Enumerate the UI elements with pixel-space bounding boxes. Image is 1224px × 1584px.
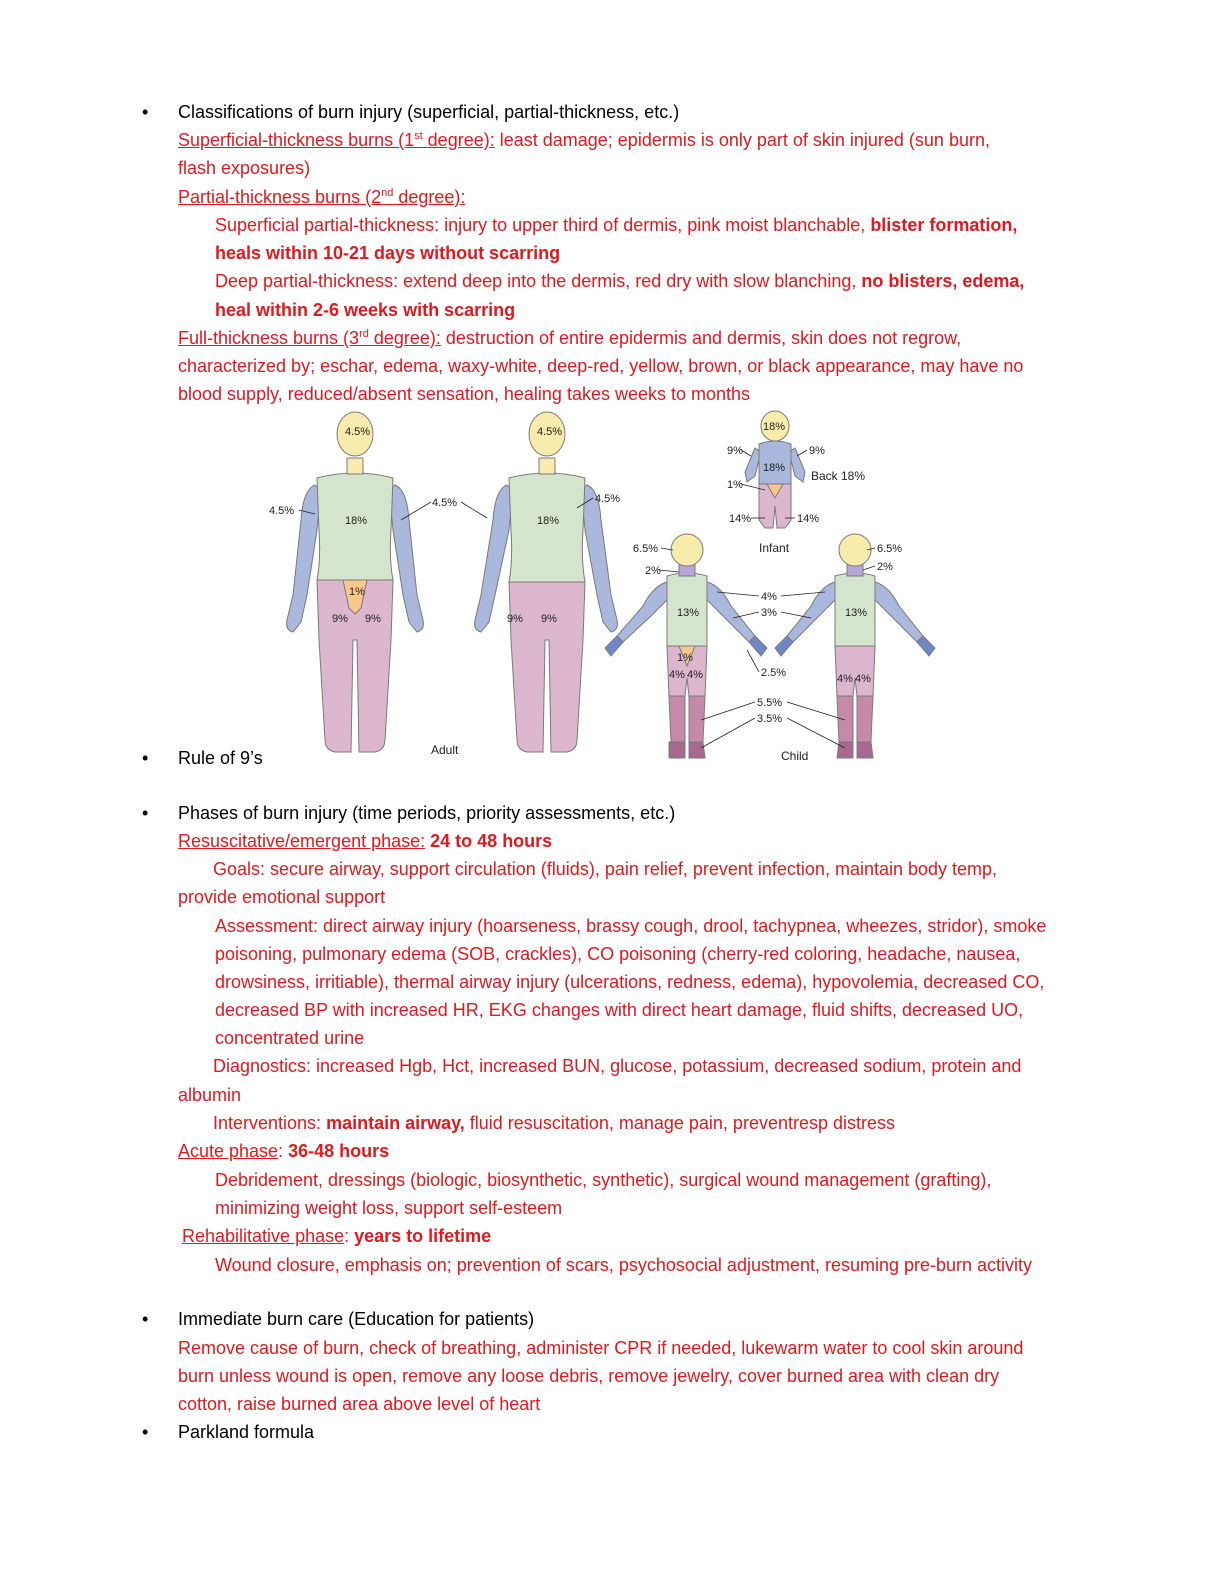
infant-head-label: 18% — [763, 421, 786, 433]
assessment-line-1: Assessment: direct airway injury (hoarseness, brassy cough, drool, tachypnea, wheezes, stridor), smoke — [215, 916, 1047, 936]
superficial-label: Superficial-thickness burns (1st degree): — [178, 130, 495, 150]
adult-front-figure — [287, 412, 424, 752]
rehab-text-1: Wound closure, emphasis on; prevention of scars, psychosocial adjustment, resuming pre-burn activity — [215, 1255, 1033, 1275]
infant-caption: Infant — [759, 541, 790, 555]
infant-groin-label: 1% — [727, 479, 743, 491]
bullet: • — [142, 1422, 149, 1442]
bullet: • — [142, 102, 149, 122]
adult-leg-label-left: 9% — [332, 613, 348, 625]
child-thigh-label-right: 4% — [687, 669, 703, 681]
rehab-time: years to lifetime — [354, 1226, 492, 1246]
deep-partial-heal: heal within 2-6 weeks with scarring — [215, 300, 516, 320]
bullet: • — [142, 1309, 149, 1329]
interventions-line: Interventions: maintain airway, fluid resuscitation, manage pain, preventresp distress — [213, 1113, 896, 1133]
superficial-partial-heal: heals within 10-21 days without scarring — [215, 243, 561, 263]
assessment-line-2: poisoning, pulmonary edema (SOB, crackles), CO poisoning (cherry-red coloring, headache, nausea, — [215, 944, 1021, 964]
superficial-text-cont: flash exposures) — [178, 158, 311, 178]
child-back-thigh-label-left: 4% — [837, 673, 853, 685]
bullet: • — [142, 748, 149, 768]
immediate-heading: Immediate burn care (Education for patients) — [178, 1309, 535, 1329]
goals-line-2: provide emotional support — [178, 887, 386, 907]
adult-groin-label: 1% — [349, 586, 365, 598]
adult-back-leg-label-left: 9% — [507, 613, 523, 625]
infant-leg-label-right: 14% — [797, 513, 820, 525]
acute-text-1: Debridement, dressings (biologic, biosynthetic, synthetic), surgical wound management (grafting), — [215, 1170, 992, 1190]
adult-arm-label-right: 4.5% — [432, 497, 458, 509]
rehab-label: Rehabilitative phase — [182, 1226, 345, 1246]
adult-back-figure — [475, 412, 621, 752]
acute-line: Acute phase: 36-48 hours — [178, 1141, 390, 1161]
rule-of-nines-heading: Rule of 9’s — [178, 748, 263, 768]
assessment-line-5: concentrated urine — [215, 1028, 365, 1048]
immediate-text-3: cotton, raise burned area above level of heart — [178, 1394, 541, 1414]
child-back-thigh-label-right: 4% — [855, 673, 871, 685]
child-thigh-label-left: 4% — [669, 669, 685, 681]
bullet: • — [142, 803, 149, 823]
full-thickness-line: Full-thickness burns (3rd degree): destruction of entire epidermis and dermis, skin does not regrow, — [178, 328, 962, 348]
superficial-text: least damage; epidermis is only part of skin injured (sun burn, — [494, 130, 990, 150]
full-text-2: characterized by; eschar, edema, waxy-white, deep-red, yellow, brown, or black appearance, may have no — [178, 356, 1024, 376]
diagnostics-line-2: albumin — [178, 1085, 242, 1105]
resuscitative-time: 24 to 48 hours — [430, 831, 553, 851]
rehab-line: Rehabilitative phase: years to lifetime — [182, 1226, 492, 1246]
adult-arm-label-left: 4.5% — [269, 505, 295, 517]
assessment-line-3: drowsiness, irritiable), thermal airway injury (ulcerations, redness, edema), hypovolemia, decreased CO, — [215, 972, 1045, 992]
adult-head-label: 4.5% — [345, 426, 371, 438]
infant-trunk-label: 18% — [763, 462, 786, 474]
parkland-heading: Parkland formula — [178, 1422, 315, 1442]
deep-partial-line: Deep partial-thickness: extend deep into the dermis, red dry with slow blanching, no blisters, edema, — [215, 271, 1025, 291]
adult-back-head-label: 4.5% — [537, 426, 563, 438]
child-groin-label: 1% — [677, 652, 693, 664]
child-upper-arm-label: 4% — [761, 591, 777, 603]
full-text-3: blood supply, reduced/absent sensation, healing takes weeks to months — [178, 384, 751, 404]
child-back-neck-label: 2% — [877, 561, 893, 573]
immediate-text-1: Remove cause of burn, check of breathing, administer CPR if needed, lukewarm water to cool skin around — [178, 1338, 1024, 1358]
adult-back-trunk-label: 18% — [537, 515, 560, 527]
classifications-heading: Classifications of burn injury (superficial, partial-thickness, etc.) — [178, 102, 680, 122]
child-foot-label: 3.5% — [757, 713, 783, 725]
goals-line-1: Goals: secure airway, support circulation (fluids), pain relief, prevent infection, maintain body temp, — [213, 859, 998, 879]
child-neck-label: 2% — [645, 565, 661, 577]
child-back-head-label: 6.5% — [877, 543, 903, 555]
infant-arm-label-left: 9% — [727, 445, 743, 457]
adult-back-arm-label: 4.5% — [595, 493, 621, 505]
rule-of-nines-figure — [255, 410, 965, 772]
acute-time: 36-48 hours — [288, 1141, 390, 1161]
diagnostics-line-1: Diagnostics: increased Hgb, Hct, increased BUN, glucose, potassium, decreased sodium, protein and — [213, 1056, 1022, 1076]
superficial-partial-line: Superficial partial-thickness: injury to upper third of dermis, pink moist blanchable, blister formation, — [215, 215, 1018, 235]
resuscitative-line — [178, 827, 552, 855]
superficial-line — [178, 126, 990, 154]
child-forearm-label: 3% — [761, 607, 777, 619]
acute-text-2: minimizing weight loss, support self-esteem — [215, 1198, 563, 1218]
infant-back-label: Back 18% — [811, 469, 866, 483]
acute-label: Acute phase — [178, 1141, 279, 1161]
resuscitative-label: Resuscitative/emergent phase: — [178, 831, 426, 851]
immediate-text-2: burn unless wound is open, remove any loose debris, remove jewelry, cover burned area with clean dry — [178, 1366, 1000, 1386]
full-label: Full-thickness burns (3rd degree): — [178, 328, 441, 348]
child-back-trunk-label: 13% — [845, 607, 868, 619]
infant-leg-label-left: 14% — [729, 513, 752, 525]
child-hand-label: 2.5% — [761, 667, 787, 679]
adult-trunk-label: 18% — [345, 515, 368, 527]
partial-label: Partial-thickness burns (2nd degree): — [178, 187, 466, 207]
assessment-line-4: decreased BP with increased HR, EKG changes with direct heart damage, fluid shifts, decreased UO, — [215, 1000, 1024, 1020]
phases-heading: Phases of burn injury (time periods, priority assessments, etc.) — [178, 803, 676, 823]
child-caption: Child — [781, 749, 809, 763]
adult-back-leg-label-right: 9% — [541, 613, 557, 625]
adult-caption: Adult — [431, 743, 459, 757]
child-trunk-label: 13% — [677, 607, 700, 619]
child-lower-leg-label: 5.5% — [757, 697, 783, 709]
infant-arm-label-right: 9% — [809, 445, 825, 457]
adult-leg-label-right: 9% — [365, 613, 381, 625]
child-head-label: 6.5% — [633, 543, 659, 555]
